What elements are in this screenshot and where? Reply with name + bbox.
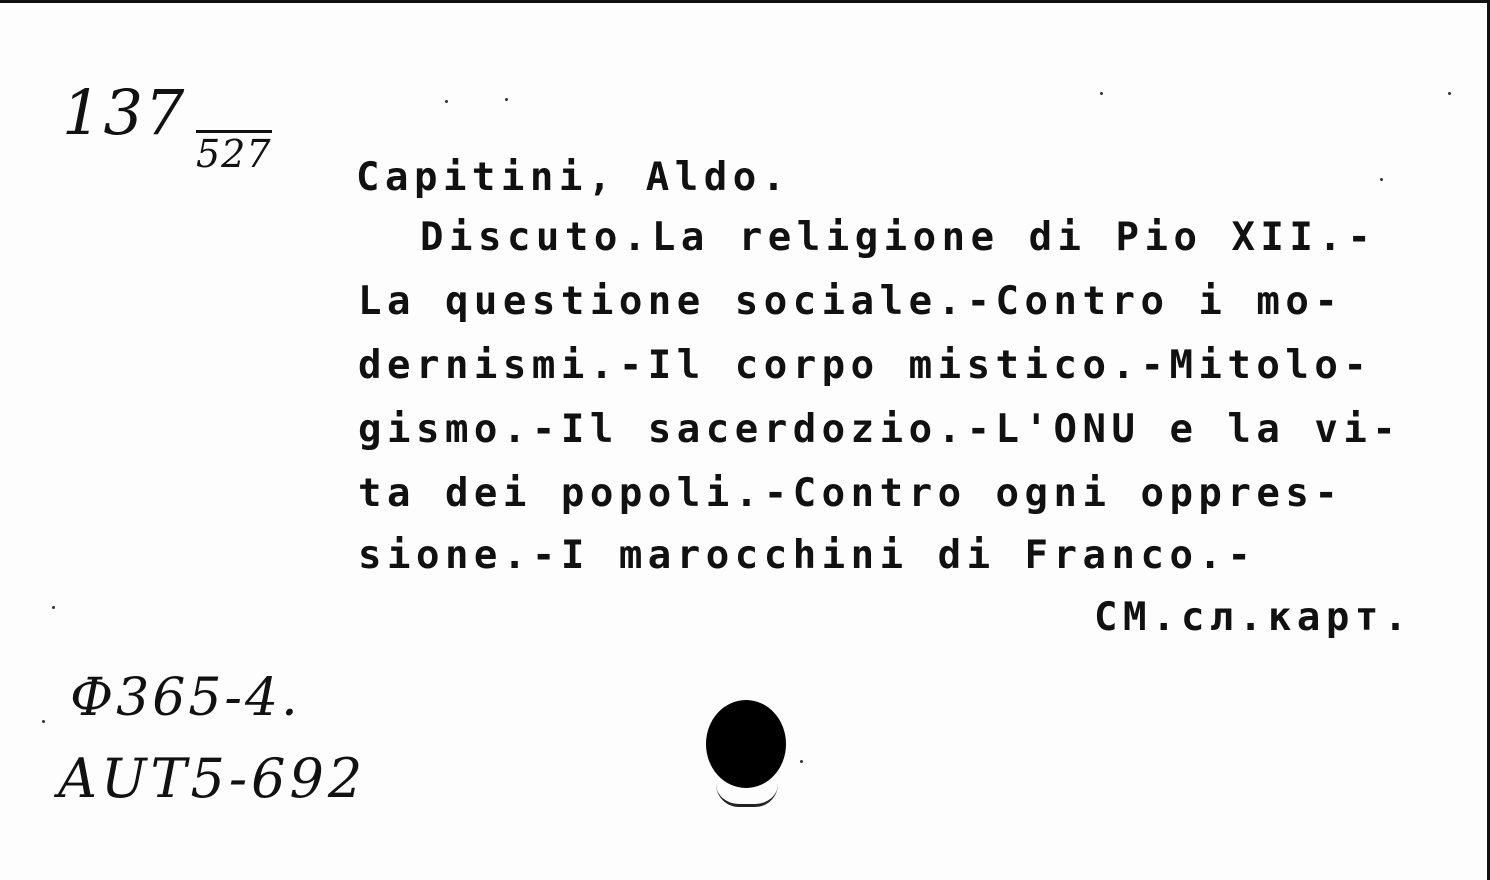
speck <box>42 720 45 723</box>
card-top-edge <box>0 0 1490 3</box>
body-line: gismo.-Il sacerdozio.-L'ONU e la vi- <box>358 407 1402 452</box>
body-line: Discuto.La religione di Pio XII.- <box>420 215 1377 260</box>
speck <box>1100 92 1103 95</box>
speck <box>1380 178 1383 181</box>
shelfmark-sub: 527 <box>196 132 272 176</box>
shelfmark-main: 137 <box>62 76 187 149</box>
speck <box>1448 92 1451 95</box>
speck <box>445 100 448 103</box>
body-line: dernismi.-Il corpo mistico.-Mitolo- <box>358 343 1373 388</box>
body-line: La questione sociale.-Contro i mo- <box>358 279 1344 324</box>
see-also-reference: СМ.сл.карт. <box>1094 595 1413 640</box>
speck <box>505 98 508 101</box>
body-line: ta dei popoli.-Contro ogni oppres- <box>358 471 1344 516</box>
body-line: sione.-I marocchini di Franco.- <box>358 533 1257 578</box>
handwritten-code-line1: Ф365-4. <box>70 668 301 728</box>
author-heading: Capitini, Aldo. <box>356 155 791 200</box>
speck <box>52 606 55 609</box>
speck <box>800 760 803 763</box>
punch-hole-shadow <box>716 784 778 807</box>
handwritten-code-line2: AUT5-692 <box>58 747 367 810</box>
punch-hole <box>706 700 786 788</box>
